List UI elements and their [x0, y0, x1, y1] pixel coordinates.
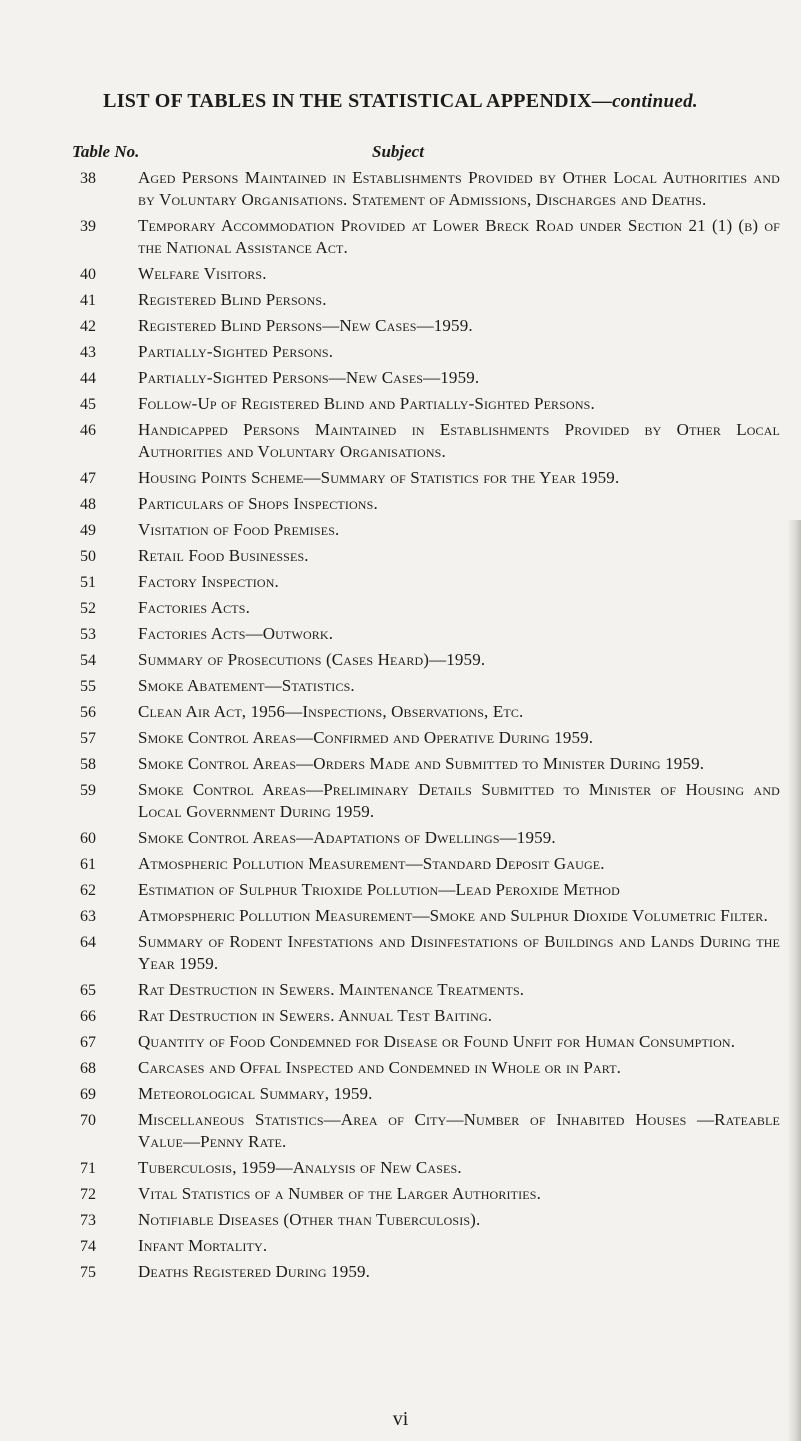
- list-item: [80, 519, 780, 541]
- column-headers: [72, 142, 772, 164]
- table-number: 58: [80, 756, 96, 773]
- table-number: 40: [80, 266, 96, 283]
- list-item: [80, 827, 780, 849]
- list-item: [80, 853, 780, 875]
- table-no-header: Table No.: [72, 142, 140, 161]
- table-number: 67: [80, 1034, 96, 1051]
- table-subject: Temporary Accommodation Provided at Lower Breck Road under Section 21 (1) (b) of the National Assistance Act.: [138, 216, 780, 257]
- table-number: 54: [80, 652, 96, 669]
- table-number: 56: [80, 704, 96, 721]
- table-number: 53: [80, 626, 96, 643]
- table-subject: Handicapped Persons Maintained in Establishments Provided by Other Local Authorities and Voluntary Organisations.: [138, 420, 780, 461]
- list-item: [80, 1157, 780, 1179]
- table-subject: Aged Persons Maintained in Establishments Provided by Other Local Authorities and by Voluntary Organisations. Statement of Admissions, Discharges and Deaths.: [138, 168, 780, 209]
- table-subject: Meteorological Summary, 1959.: [138, 1084, 373, 1103]
- table-subject: Carcases and Offal Inspected and Condemned in Whole or in Part.: [138, 1058, 622, 1077]
- table-number: 70: [80, 1112, 96, 1129]
- table-number: 66: [80, 1008, 96, 1025]
- list-item: [80, 341, 780, 363]
- table-subject: Deaths Registered During 1959.: [138, 1262, 371, 1281]
- table-subject: Factories Acts.: [138, 598, 251, 617]
- table-number: 74: [80, 1238, 96, 1255]
- table-subject: Clean Air Act, 1956—Inspections, Observations, Etc.: [138, 702, 524, 721]
- table-subject: Infant Mortality.: [138, 1236, 268, 1255]
- table-number: 55: [80, 678, 96, 695]
- table-subject: Factory Inspection.: [138, 572, 279, 591]
- list-item: [80, 753, 780, 775]
- heading-title: LIST OF TABLES IN THE STATISTICAL APPENDIX—: [103, 90, 613, 112]
- table-number: 72: [80, 1186, 96, 1203]
- list-item: [80, 571, 780, 593]
- table-number: 69: [80, 1086, 96, 1103]
- table-number: 65: [80, 982, 96, 999]
- page-number: vi: [392, 1408, 409, 1430]
- table-subject: Vital Statistics of a Number of the Larger Authorities.: [138, 1184, 541, 1203]
- table-subject: Housing Points Scheme—Summary of Statistics for the Year 1959.: [138, 468, 620, 487]
- list-item: [80, 1057, 780, 1079]
- table-number: 73: [80, 1212, 96, 1229]
- table-number: 71: [80, 1160, 96, 1177]
- table-list: [80, 167, 780, 1287]
- table-number: 42: [80, 318, 96, 335]
- list-item: [80, 1183, 780, 1205]
- heading-continued: continued.: [612, 91, 698, 112]
- table-subject: Rat Destruction in Sewers. Annual Test Baiting.: [138, 1006, 493, 1025]
- table-number: 63: [80, 908, 96, 925]
- table-number: 49: [80, 522, 96, 539]
- table-subject: Estimation of Sulphur Trioxide Pollution—Lead Peroxide Method: [138, 880, 620, 899]
- list-item: [80, 649, 780, 671]
- table-number: 64: [80, 934, 96, 951]
- table-number: 51: [80, 574, 96, 591]
- list-item: [80, 289, 780, 311]
- table-subject: Rat Destruction in Sewers. Maintenance Treatments.: [138, 980, 525, 999]
- table-subject: Summary of Rodent Infestations and Disinfestations of Buildings and Lands During the Year 1959.: [138, 932, 780, 973]
- table-number: 43: [80, 344, 96, 361]
- table-number: 39: [80, 218, 96, 235]
- list-item: [80, 879, 780, 901]
- table-subject: Registered Blind Persons.: [138, 290, 327, 309]
- table-subject: Factories Acts—Outwork.: [138, 624, 334, 643]
- list-item: [80, 675, 780, 697]
- table-subject: Notifiable Diseases (Other than Tuberculosis).: [138, 1210, 481, 1229]
- table-number: 62: [80, 882, 96, 899]
- list-item: [80, 493, 780, 515]
- table-number: 57: [80, 730, 96, 747]
- table-subject: Smoke Abatement—Statistics.: [138, 676, 355, 695]
- table-subject: Visitation of Food Premises.: [138, 520, 340, 539]
- table-number: 75: [80, 1264, 96, 1281]
- list-item: [80, 545, 780, 567]
- list-item: [80, 701, 780, 723]
- table-number: 61: [80, 856, 96, 873]
- table-subject: Partially-Sighted Persons—New Cases—1959.: [138, 368, 480, 387]
- list-item: [80, 1209, 780, 1231]
- table-subject: Smoke Control Areas—Adaptations of Dwellings—1959.: [138, 828, 556, 847]
- table-number: 59: [80, 782, 96, 799]
- table-number: 47: [80, 470, 96, 487]
- table-subject: Registered Blind Persons—New Cases—1959.: [138, 316, 473, 335]
- table-number: 50: [80, 548, 96, 565]
- table-subject: Quantity of Food Condemned for Disease or Found Unfit for Human Consumption.: [138, 1032, 736, 1051]
- table-number: 41: [80, 292, 96, 309]
- page-heading: [0, 90, 801, 113]
- table-number: 45: [80, 396, 96, 413]
- list-item: [80, 931, 780, 975]
- table-subject: Particulars of Shops Inspections.: [138, 494, 378, 513]
- table-subject: Partially-Sighted Persons.: [138, 342, 334, 361]
- list-item: [80, 979, 780, 1001]
- list-item: [80, 467, 780, 489]
- table-subject: Retail Food Businesses.: [138, 546, 309, 565]
- list-item: [80, 419, 780, 463]
- table-number: 38: [80, 170, 96, 187]
- table-subject: Smoke Control Areas—Orders Made and Submitted to Minister During 1959.: [138, 754, 705, 773]
- list-item: [80, 1261, 780, 1283]
- table-number: 44: [80, 370, 96, 387]
- table-subject: Welfare Visitors.: [138, 264, 267, 283]
- table-subject: Atmospheric Pollution Measurement—Standard Deposit Gauge.: [138, 854, 605, 873]
- list-item: [80, 597, 780, 619]
- list-item: [80, 315, 780, 337]
- subject-header: Subject: [372, 142, 424, 161]
- table-number: 48: [80, 496, 96, 513]
- page-edge-shadow: [787, 520, 801, 1441]
- list-item: [80, 263, 780, 285]
- list-item: [80, 1235, 780, 1257]
- table-subject: Tuberculosis, 1959—Analysis of New Cases.: [138, 1158, 462, 1177]
- list-item: [80, 167, 780, 211]
- list-item: [80, 623, 780, 645]
- table-subject: Smoke Control Areas—Preliminary Details Submitted to Minister of Housing and Local Government During 1959.: [138, 780, 780, 821]
- table-number: 46: [80, 422, 96, 439]
- list-item: [80, 215, 780, 259]
- list-item: [80, 1083, 780, 1105]
- list-item: [80, 1031, 780, 1053]
- table-number: 52: [80, 600, 96, 617]
- table-subject: Summary of Prosecutions (Cases Heard)—1959.: [138, 650, 486, 669]
- list-item: [80, 779, 780, 823]
- table-number: 60: [80, 830, 96, 847]
- list-item: [80, 393, 780, 415]
- table-subject: Follow-Up of Registered Blind and Partially-Sighted Persons.: [138, 394, 595, 413]
- table-subject: Miscellaneous Statistics—Area of City—Number of Inhabited Houses —Rateable Value—Penny Rate.: [138, 1110, 780, 1151]
- table-number: 68: [80, 1060, 96, 1077]
- list-item: [80, 1109, 780, 1153]
- list-item: [80, 1005, 780, 1027]
- list-item: [80, 905, 780, 927]
- table-subject: Atmopspheric Pollution Measurement—Smoke and Sulphur Dioxide Volumetric Filter.: [138, 906, 768, 925]
- list-item: [80, 727, 780, 749]
- table-subject: Smoke Control Areas—Confirmed and Operative During 1959.: [138, 728, 594, 747]
- list-item: [80, 367, 780, 389]
